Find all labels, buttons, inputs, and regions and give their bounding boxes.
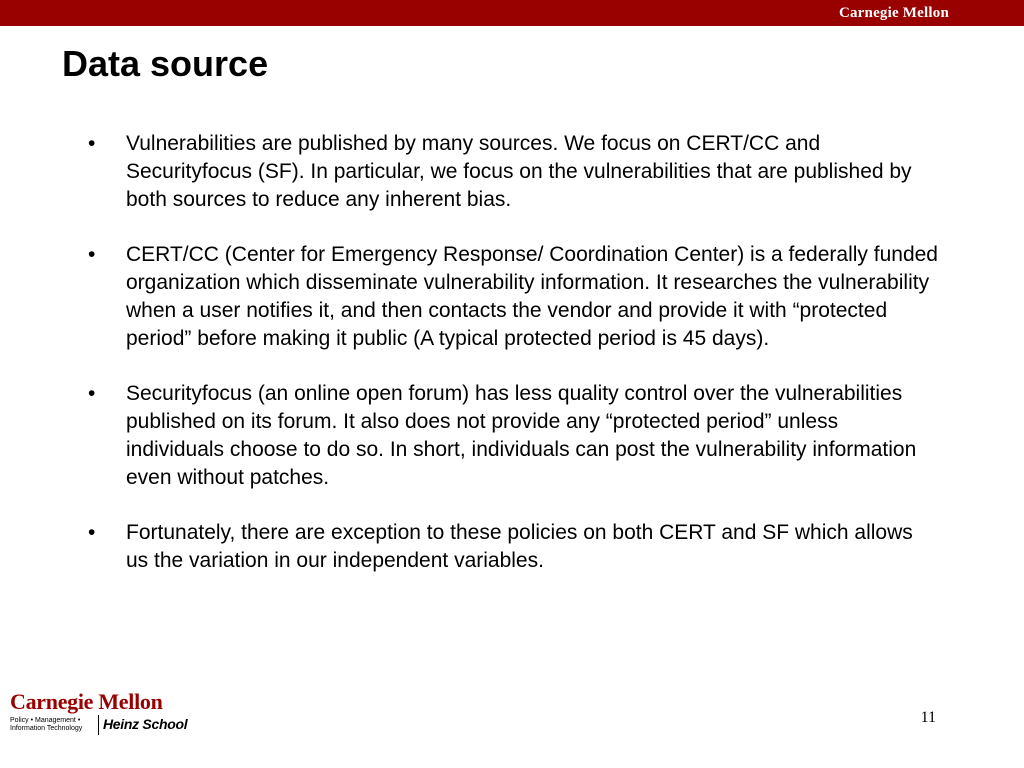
- header-bar: [0, 0, 1024, 26]
- footer-logo-divider: [98, 715, 99, 735]
- bullet-list: [0, 130, 1024, 575]
- carnegie-mellon-header-logo: Carnegie Mellon: [838, 5, 949, 21]
- bullet-marker: •: [88, 521, 96, 544]
- bullet-item: [0, 130, 1024, 214]
- bullet-text: Securityfocus (an online open forum) has less quality control over the vulnerabilities published on its forum. It also does not provide any “protected period” unless individuals choose to do so. In short, individuals can post the vulnerability information even without patches.: [126, 382, 917, 489]
- bullet-item: [0, 380, 1024, 492]
- footer-logo-school: Heinz School: [103, 716, 188, 732]
- bullet-item: [0, 241, 1024, 353]
- page-number: 11: [920, 709, 936, 726]
- bullet-marker: •: [88, 132, 96, 155]
- heinz-school-logo: [10, 690, 195, 738]
- bullet-marker: •: [88, 243, 96, 266]
- slide-title: Data source: [62, 43, 269, 84]
- footer-logo-subtitle-line1: Policy • Management •: [10, 717, 81, 724]
- bullet-text: Fortunately, there are exception to these policies on both CERT and SF which allows us the variation in our independent variables.: [126, 521, 913, 572]
- footer-logo-subtitle-line2: Information Technology: [10, 725, 83, 732]
- bullet-item: [0, 519, 1024, 575]
- bullet-text: Vulnerabilities are published by many sources. We focus on CERT/CC and Securityfocus (SF). In particular, we focus on the vulnerabilities that are published by both sources to reduce any inherent bias.: [126, 132, 912, 211]
- bullet-text: CERT/CC (Center for Emergency Response/ Coordination Center) is a federally funded organization which disseminate vulnerability information. It researches the vulnerability when a user notifies it, and then contacts the vendor and provide it with “protected period” before making it public (A typical protected period is 45 days).: [126, 243, 938, 350]
- footer-logo-subtitle: [10, 717, 90, 733]
- footer-logo-title: Carnegie Mellon: [10, 689, 163, 714]
- bullet-marker: •: [88, 382, 96, 405]
